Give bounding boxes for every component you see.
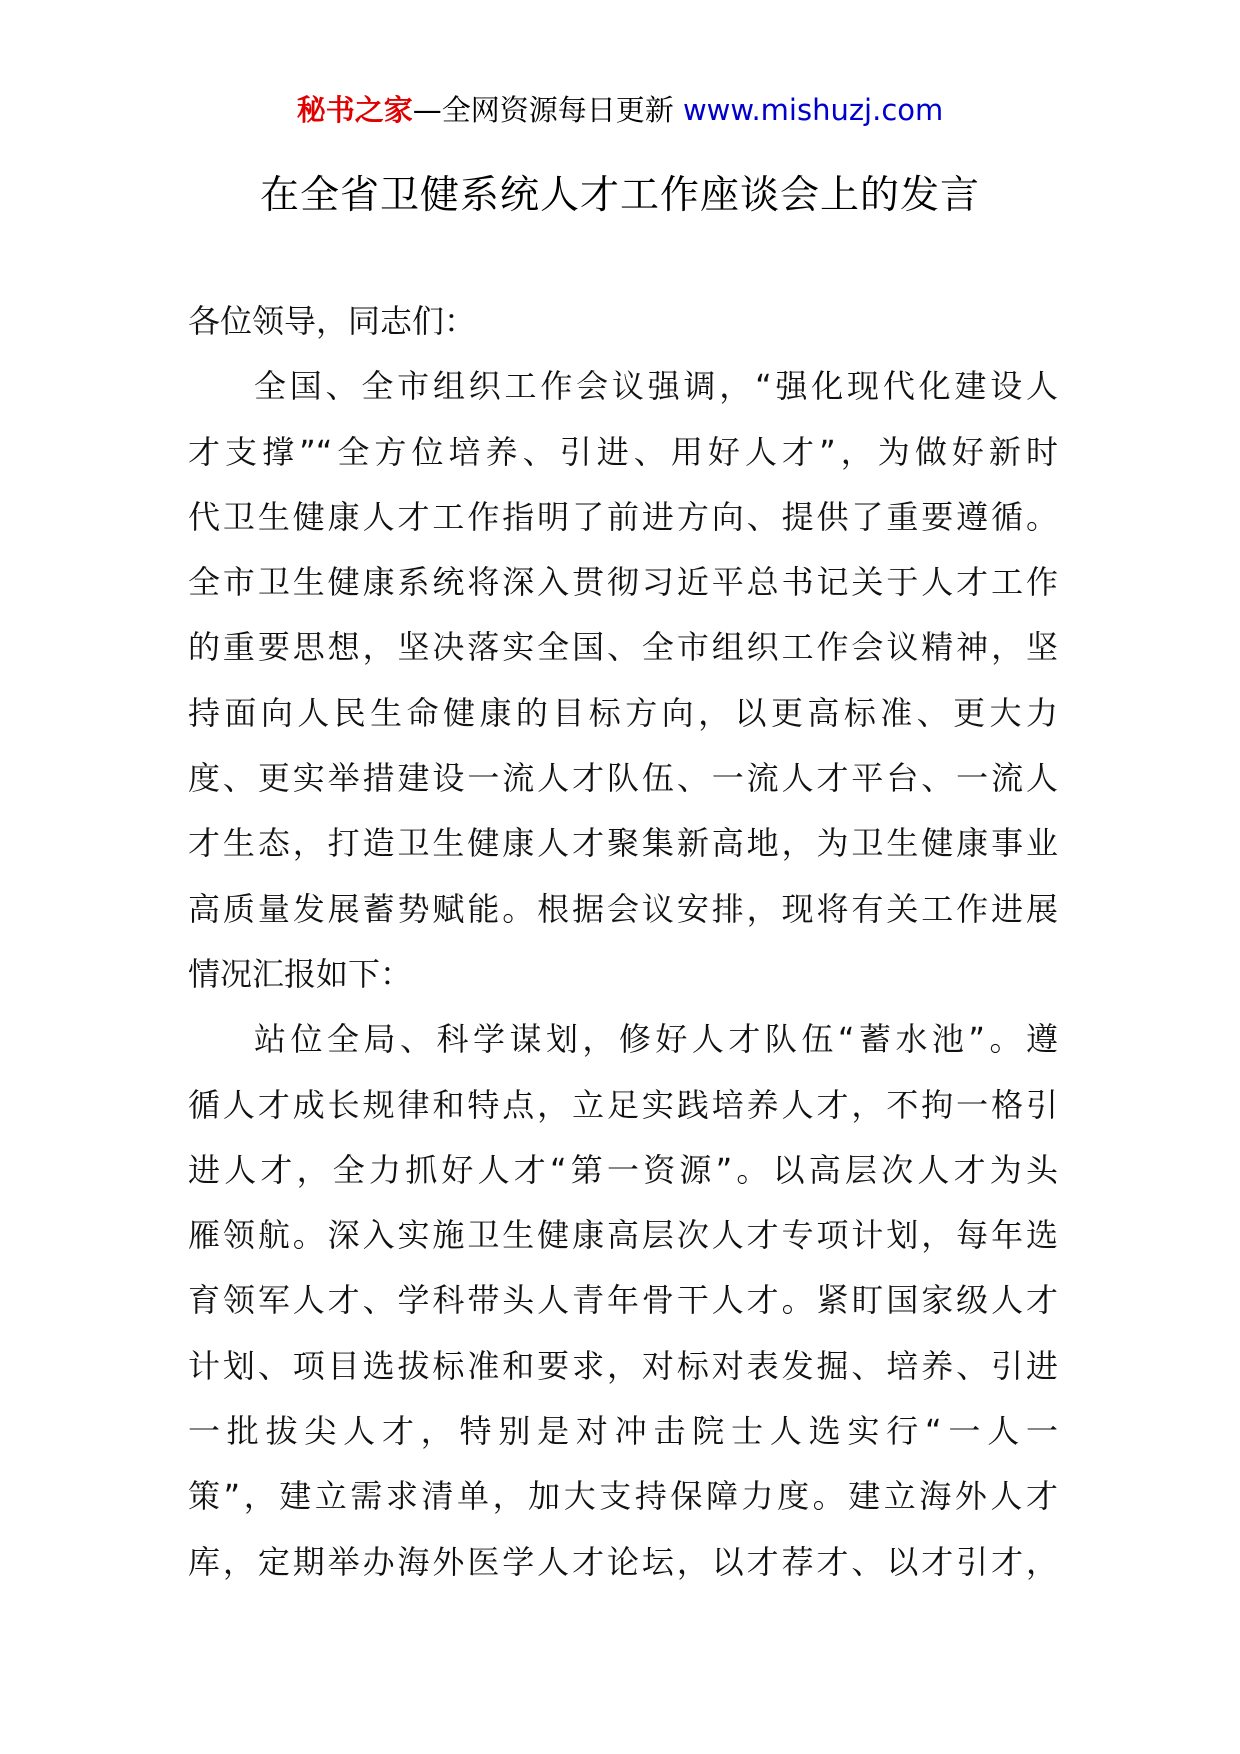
body-line: 计划、项目选拔标准和要求，对标对表发掘、培养、引进 [188,1346,1058,1385]
body-line: 度、更实举措建设一流人才队伍、一流人才平台、一流人 [188,759,1058,798]
body-line: 育领军人才、学科带头人青年骨干人才。紧盯国家级人才 [188,1281,1058,1320]
body-line: 一批拔尖人才，特别是对冲击院士人选实行“一人一 [188,1412,1058,1451]
salutation-line: 各位领导，同志们： [188,302,477,340]
body-line: 情况汇报如下： [188,954,413,993]
body-line: 全市卫生健康系统将深入贯彻习近平总书记关于人才工作 [188,563,1058,602]
site-brand: 秘书之家 [296,93,413,127]
body-line: 全国、全市组织工作会议强调，“强化现代化建设人 [254,367,1058,406]
document-body [188,289,1058,1595]
document-title: 在全省卫健系统人才工作座谈会上的发言 [259,173,980,218]
site-url-link[interactable]: www.mishuzj.com [682,93,944,127]
body-line: 雁领航。深入实施卫生健康高层次人才专项计划，每年选 [188,1216,1058,1255]
body-line: 才生态，打造卫生健康人才聚集新高地，为卫生健康事业 [188,824,1058,863]
site-slogan: —全网资源每日更新 [412,93,674,127]
body-line: 的重要思想，坚决落实全国、全市组织工作会议精神，坚 [188,628,1058,667]
body-line: 循人才成长规律和特点，立足实践培养人才，不拘一格引 [188,1085,1058,1124]
site-header [0,86,1240,134]
body-line: 站位全局、科学谋划，修好人才队伍“蓄水池”。遵 [254,1020,1058,1059]
body-line: 持面向人民生命健康的目标方向，以更高标准、更大力 [188,693,1058,732]
body-line: 进人才，全力抓好人才“第一资源”。以高层次人才为头 [188,1150,1058,1189]
body-line: 代卫生健康人才工作指明了前进方向、提供了重要遵循。 [188,497,1058,536]
body-line: 策”，建立需求清单，加大支持保障力度。建立海外人才 [188,1477,1058,1516]
body-line: 才支撑”“全方位培养、引进、用好人才”，为做好新时 [188,432,1058,471]
body-line: 高质量发展蓄势赋能。根据会议安排，现将有关工作进展 [188,889,1058,928]
body-line: 库，定期举办海外医学人才论坛，以才荐才、以才引才， [188,1542,1058,1581]
